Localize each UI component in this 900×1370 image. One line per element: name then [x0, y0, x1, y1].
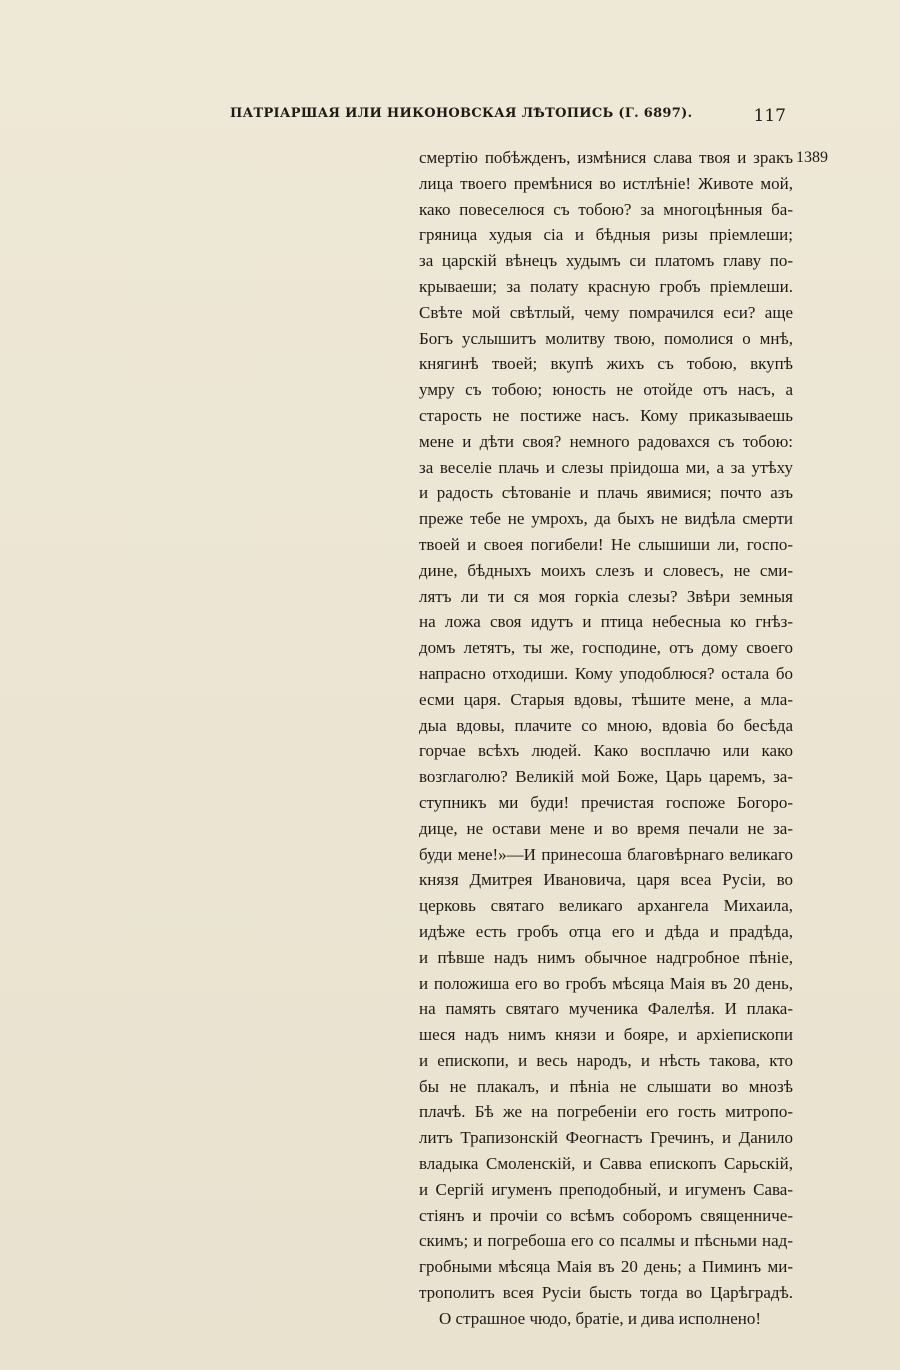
text-line: дине, бѣдныхъ моихъ слезъ и словесъ, не сми- — [419, 560, 793, 580]
text-line: умру съ тобою; юность не отойде отъ насъ, а — [419, 380, 793, 400]
text-line: церковь святаго великаго архангела Михаила, — [419, 896, 793, 916]
text-line: ступникъ ми буди! пречистая госпоже Богоро- — [419, 792, 793, 812]
text-line: дыа вдовы, плачите со мною, вдовіа бо бесѣда — [419, 715, 793, 735]
text-line: гряница худыя сіа и бѣдныя ризы пріемлеши; — [419, 225, 793, 245]
text-line: гробными мѣсяца Маія въ 20 день; а Пиминъ ми- — [419, 1257, 793, 1277]
text-line: трополитъ всея Русіи бысть тогда во Царѣградѣ. — [419, 1283, 793, 1303]
text-column — [419, 145, 793, 1332]
text-line: дице, не остави мене и во время печали не за- — [419, 818, 793, 838]
text-line: О страшное чюдо, братіе, и дива исполнено! — [439, 1308, 762, 1328]
text-line: преже тебе не умрохъ, да быхъ не видѣла смерти — [419, 509, 793, 529]
margin-year-note: 1389 — [796, 149, 828, 166]
text-line: крываеши; за полату красную гробъ пріемлеши. — [419, 276, 793, 296]
text-line: Богъ услышитъ молитву твою, помолися о мнѣ, — [419, 328, 793, 348]
text-line: твоей и своея погибели! Не слышиши ли, госпо- — [419, 534, 793, 554]
text-line: буди мене!»—И принесоша благовѣрнаго великаго — [419, 844, 793, 864]
text-line: князя Дмитрея Ивановича, царя всеа Русіи, во — [419, 870, 793, 890]
text-line: и епископи, и весь народъ, и нѣсть такова, кто — [419, 1050, 793, 1070]
text-line: литъ Трапизонскій Феогнастъ Гречинъ, и Данило — [419, 1128, 793, 1148]
text-line: и Сергій игуменъ преподобный, и игуменъ Сава- — [419, 1179, 793, 1199]
text-line: на ложа своя идутъ и птица небесныа ко гнѣз- — [419, 612, 793, 632]
text-line: домъ летятъ, ты же, господине, отъ дому своего — [419, 638, 793, 658]
text-line: за царскій вѣнецъ худымъ си платомъ главу по- — [419, 251, 793, 271]
text-line: плачѣ. Бѣ же на погребеніи его гость митропо- — [419, 1102, 793, 1122]
text-line: горчае всѣхъ людей. Како восплачю или како — [419, 741, 793, 761]
text-line: княгинѣ твоей; вкупѣ жихъ съ тобою, вкупѣ — [419, 354, 793, 374]
text-line: напрасно отходиши. Кому уподоблюся? остала бо — [419, 663, 793, 683]
text-line: скимъ; и погребоша его со псалмы и пѣсньми над- — [419, 1231, 793, 1251]
running-title: ПАТРІАРШАЯ ИЛИ НИКОНОВСКАЯ ЛѢТОПИСЬ (Г. 6897). — [230, 106, 693, 121]
text-line: и пѣвше надъ нимъ обычное надгробное пѣніе, — [419, 947, 793, 967]
text-line: како повеселюся съ тобою? за многоцѣнныя ба- — [419, 199, 793, 219]
text-line: лица твоего премѣнися во истлѣніе! Животе мой, — [419, 173, 793, 193]
text-line: на память святаго мученика Фалелѣя. И плака- — [419, 999, 793, 1019]
text-line: мене и дѣти своя? немного радовахся съ тобою: — [419, 431, 793, 451]
running-head — [230, 106, 790, 130]
text-line: владыка Смоленскій, и Савва епископъ Сарьскій, — [419, 1154, 793, 1174]
text-line: бы не плакалъ, и пѣніа не слышати во мнозѣ — [419, 1076, 793, 1096]
text-line: смертію побѣжденъ, измѣнися слава твоя и зракъ — [419, 148, 793, 167]
text-line: за веселіе плачь и слезы пріидоша ми, а за утѣху — [419, 457, 793, 477]
text-line: есми царя. Старыя вдовы, тѣшите мене, а мла- — [419, 689, 793, 709]
text-line: шеся надъ нимъ князи и бояре, и архіепископи — [419, 1025, 793, 1045]
text-line: старость не постиже насъ. Кому приказываешь — [419, 405, 793, 425]
text-line: и радость сѣтованіе и плачь явимися; почто азъ — [419, 483, 793, 503]
text-line: лятъ ли ти ся моя горкіа слезы? Звѣри земныя — [419, 586, 793, 606]
text-line: Свѣте мой свѣтлый, чему помрачился еси? аще — [419, 302, 793, 322]
text-line: стіянъ и прочіи со всѣмъ соборомъ священниче- — [419, 1205, 793, 1225]
page-number: 117 — [753, 106, 786, 126]
text-line: идѣже есть гробъ отца его и дѣда и прадѣда, — [419, 921, 793, 941]
text-line: возглаголю? Великій мой Боже, Царь царемъ, за- — [419, 767, 793, 787]
text-line: и положиша его во гробъ мѣсяца Маія въ 20 день, — [419, 973, 793, 993]
